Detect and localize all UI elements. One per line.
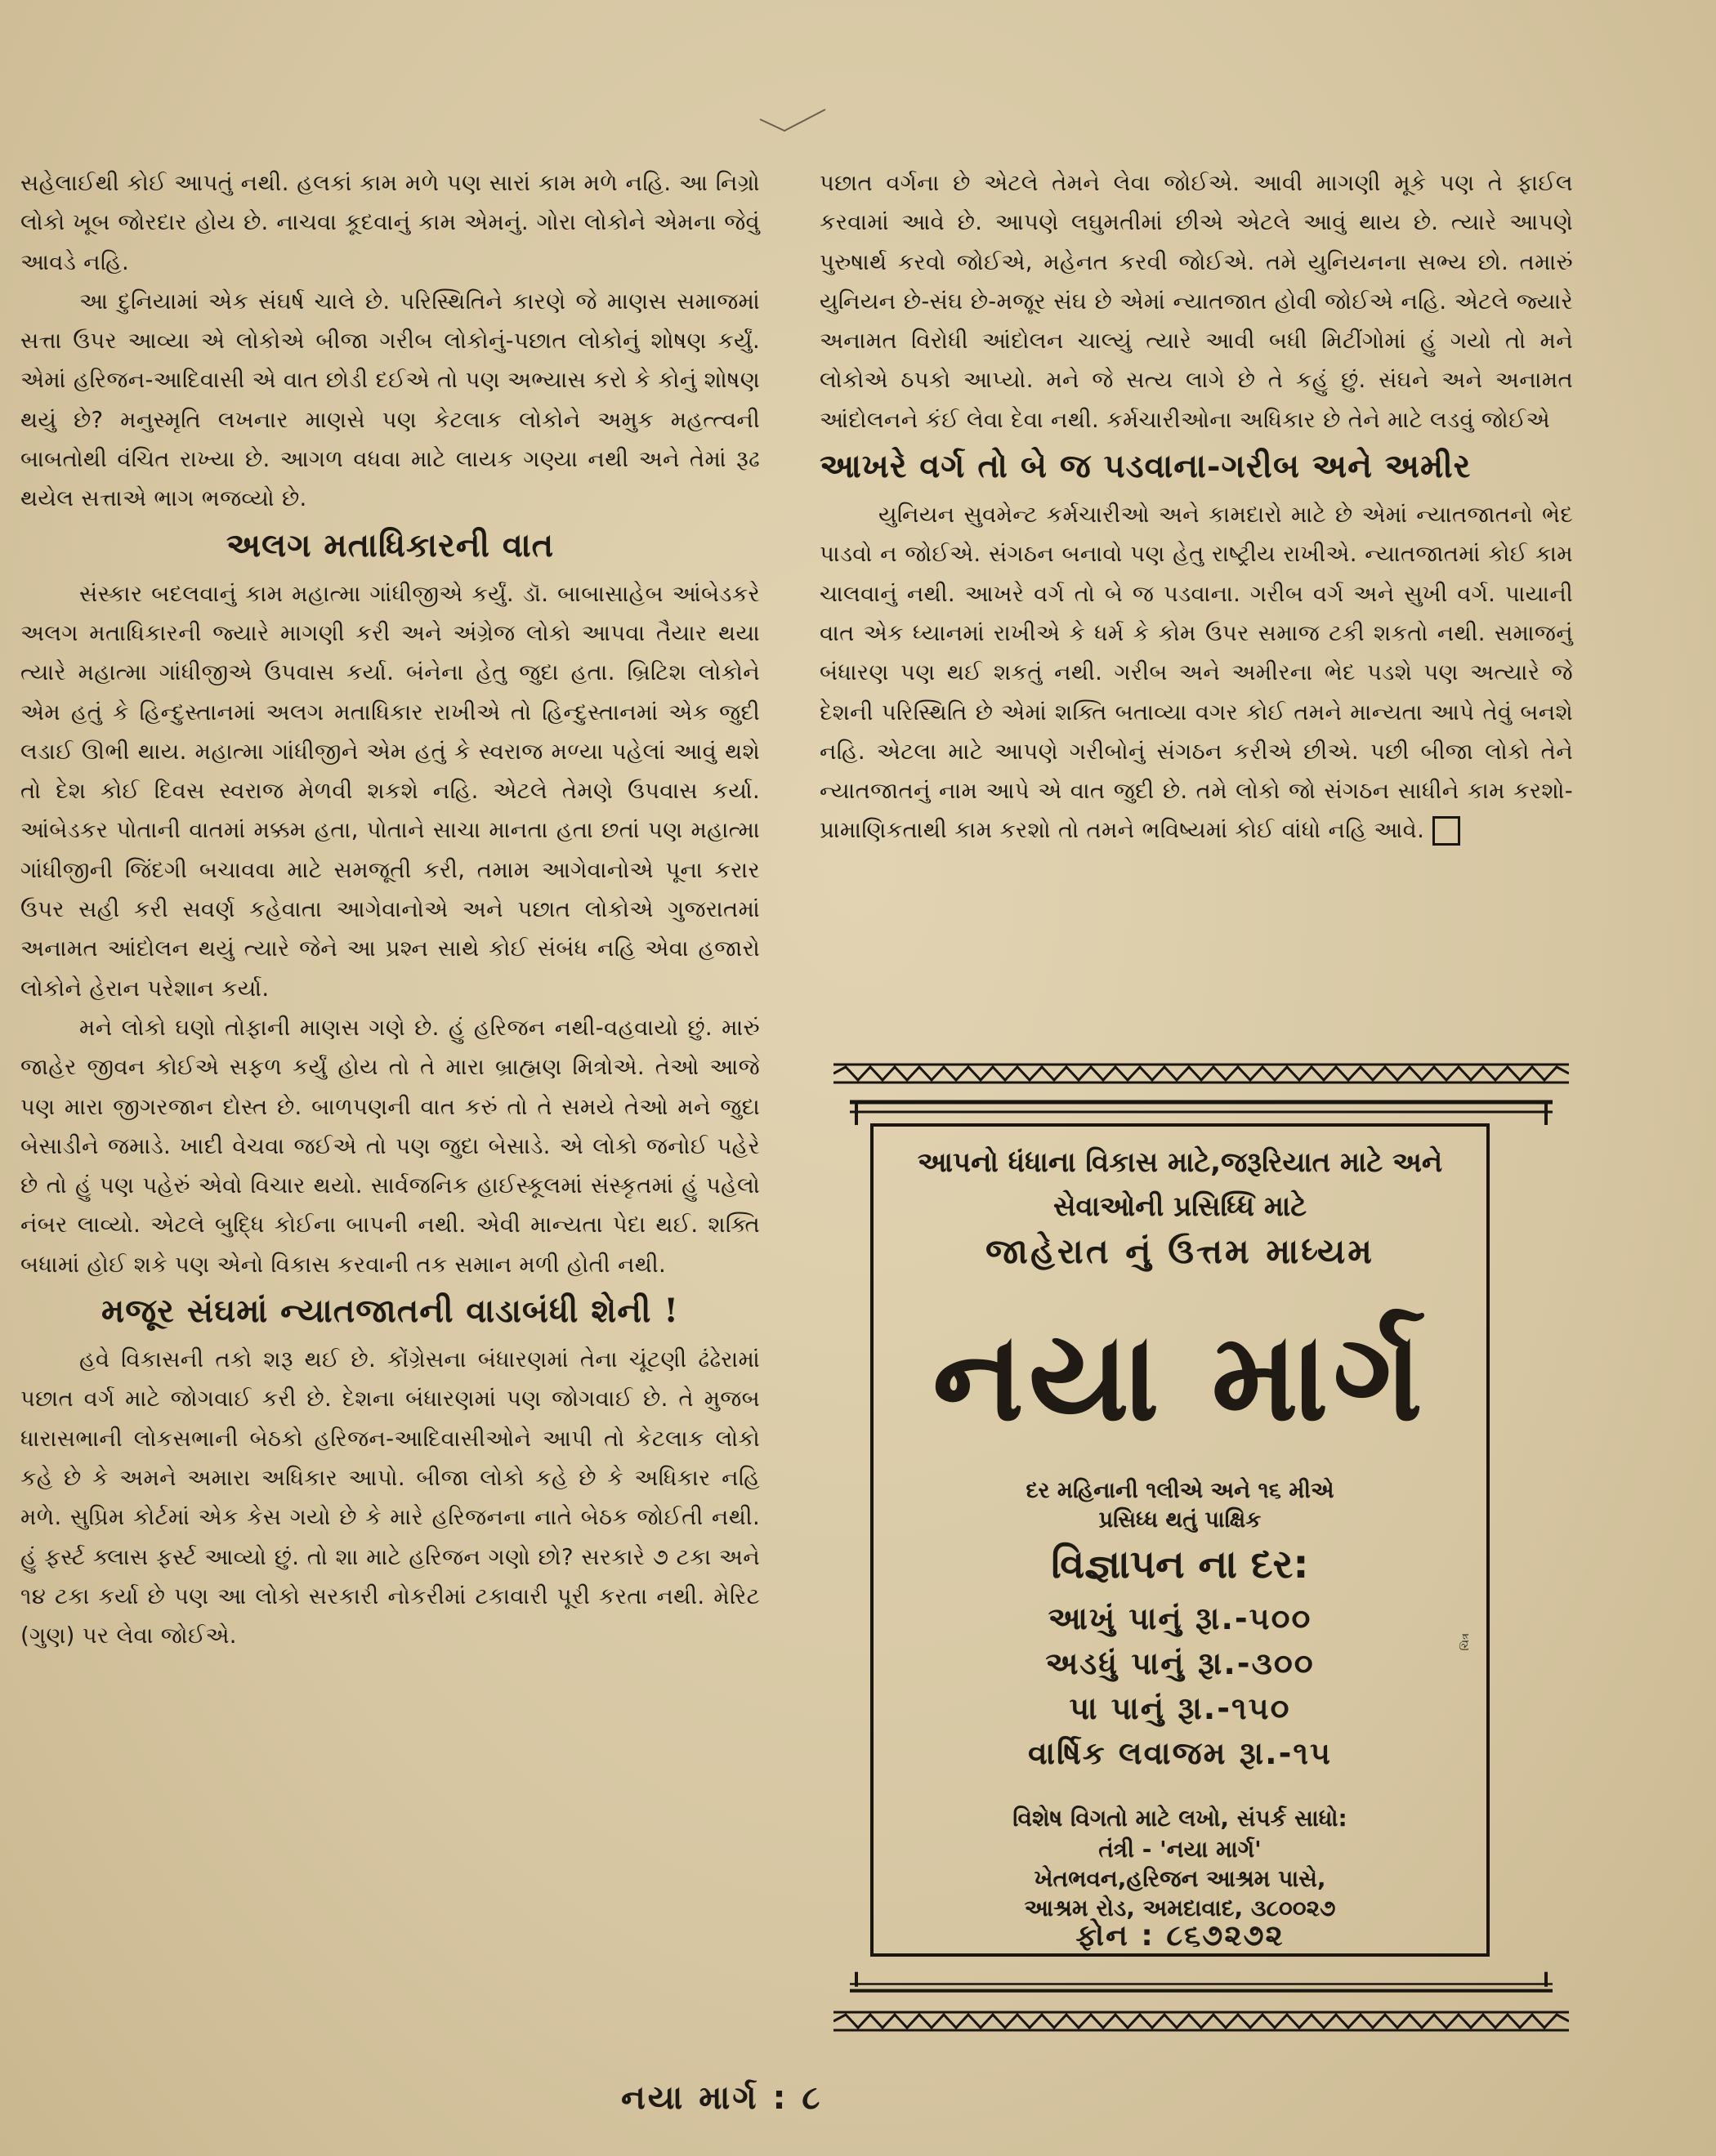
zigzag-border-top	[833, 1062, 1569, 1085]
zigzag-border-bottom	[833, 2010, 1569, 2033]
ad-header-bar	[833, 1099, 1569, 1127]
ad-line-1: આપનો ધંધાના વિકાસ માટે,જરૂરિયાત માટે અને	[917, 1146, 1443, 1179]
ad-artist-mark: ચિત્ર	[1459, 1633, 1472, 1651]
right-paragraph-2-text: યુનિયન સુવમેન્ટ કર્મચારીઓ અને કામદારો માટે છે એમાં ન્યાતજાતનો ભેદ પાડવો ન જોઈએ. સંગઠન બનાવો પણ હેતુ રાષ્ટ્રીય રાખીએ. ન્યાતજાતમાં કોઈ કામ ચાલવાનું નથી. આખરે વર્ગ તો બે જ પડવાના. ગરીબ વર્ગ અને સુખી વર્ગ. પાયાની વાત એક ધ્યાનમાં રાખીએ કે ધર્મ કે કોમ ઉપર સમાજ ટકી શકતો નથી. સમાજનું બંધારણ પણ થઈ શકતું નથી. ગરીબ અને અમીરના ભેદ પડશે પણ અત્યારે જે દેશની પરિસ્થિતિ છે એમાં શક્તિ બતાવ્યા વગર કોઈ તમને માન્યતા આપે તેવું બનશે નહિ. એટલા માટે આપણે ગરીબોનું સંગઠન કરીએ છીએ. પછી બીજા લોકો તેને ન્યાતજાતનું નામ આપે એ વાત જુદી છે. તમે લોકો જો સંગઠન સાધીને કામ કરશો-પ્રામાણિકતાથી કામ કરશો તો તમને ભવિષ્યમાં કોઈ વાંધો નહિ આવે.	[820, 502, 1573, 844]
pencil-tick-mark	[756, 105, 829, 137]
left-paragraph-4: મને લોકો ઘણો તોફાની માણસ ગણે છે. હું હરિજન નથી-વહવાયો છું. મારું જાહેર જીવન કોઈએ સફળ કર્યું હોય તો તે મારા બ્રાહ્મણ મિત્રોએ. તેઓ આજે પણ મારા જીગરજાન દોસ્ત છે. બાળપણની વાત કરું તો તે સમયે તેઓ મને જુદા બેસાડીને જમાડે. ખાદી વેચવા જઈએ તો પણ જુદા બેસાડે. એ લોકો જનોઈ પહેરે છે તો હું પણ પહેરું એવો વિચાર થયો. સાર્વજનિક હાઈસ્કૂલમાં સંસ્કૃતમાં હું પહેલો નંબર લાવ્યો. એટલે બુદ્ધિ કોઈના બાપની નથી. એવી માન્યતા પેદા થઈ. શક્તિ બધામાં હોઈ શકે પણ એનો વિકાસ કરવાની તક સમાન મળી હોતી નથી.	[20, 1014, 760, 1278]
right-paragraph-2	[820, 495, 1573, 850]
ad-rate-full-page: આખું પાનું રૂા.-૫૦૦	[1048, 1600, 1312, 1636]
ad-phone: ફોન : ૮૬૭૨૭૨	[1075, 1919, 1285, 1953]
subheading-separate-electorate: અલગ મતાધિકારની વાત	[226, 525, 555, 565]
left-paragraph-3: સંસ્કાર બદલવાનું કામ મહાત્મા ગાંધીજીએ કર્યું. ડૉ. બાબાસાહેબ આંબેડકરે અલગ મતાધિકારની જ્યારે માગણી કરી અને અંગ્રેજ લોકો આપવા તૈયાર થયા ત્યારે મહાત્મા ગાંધીજીએ ઉપવાસ કર્યા. બંનેના હેતુ જુદા હતા. બ્રિટિશ લોકોને એમ હતું કે હિન્દુસ્તાનમાં અલગ મતાધિકાર રાખીએ તો હિન્દુસ્તાનમાં એક જુદી લડાઈ ઊભી થાય. મહાત્મા ગાંધીજીને એમ હતું કે સ્વરાજ મળ્યા પહેલાં આવું થશે તો દેશ કોઈ દિવસ સ્વરાજ મેળવી શકશે નહિ. એટલે તેમણે ઉપવાસ કર્યા. આંબેડકર પોતાની વાતમાં મક્કમ હતા, પોતાને સાચા માનતા હતા છતાં પણ મહાત્મા ગાંધીજીની જિંદગી બચાવવા માટે સમજૂતી કરી, તમામ આગેવાનોએ પૂના કરાર ઉપર સહી કરી સવર્ણ કહેવાતા આગેવાનોએ અને પછાત લોકોએ ગુજરાતમાં અનામત આંદોલન થયું ત્યારે જેને આ પ્રશ્ન સાથે કોઈ સંબંધ નહિ એવા હજારો લોકોને હેરાન પરેશાન કર્યા.	[20, 580, 760, 1002]
ad-rates-title: વિજ્ઞાપન ના દર:	[1051, 1542, 1309, 1587]
advertisement-block	[833, 1062, 1569, 2038]
ad-contact-1: વિશેષ વિગતો માટે લખો, સંપર્ક સાધો:	[1012, 1805, 1347, 1832]
ad-masthead: નયા માર્ગ	[932, 1306, 1428, 1448]
ad-contact-address-1: ખેતભવન,હરિજન આશ્રમ પાસે,	[1034, 1865, 1326, 1892]
left-paragraph-1: સહેલાઈથી કોઈ આપતું નથી. હલકાં કામ મળે પણ સારાં કામ મળે નહિ. આ નિગ્રો લોકો ખૂબ જોરદાર હોય છે. નાચવા કૂદવાનું કામ એમનું. ગોરા લોકોને એમના જેવું આવડે નહિ.	[20, 170, 760, 275]
ad-rate-quarter-page: પા પાનું રૂા.-૧૫૦	[1069, 1690, 1291, 1726]
advertisement-frame	[870, 1123, 1490, 1957]
ad-medium-heading: જાહેરાત નું ઉત્તમ માધ્યમ	[985, 1231, 1374, 1271]
subheading-two-classes: આખરે વર્ગ તો બે જ પડવાના-ગરીબ અને અમીર	[820, 447, 1472, 486]
ad-frequency-2: પ્રસિધ્ધ થતું પાક્ષિક	[1098, 1507, 1262, 1533]
subheading-labour-union-caste: મજૂર સંઘમાં ન્યાતજાતની વાડાબંધી શેની !	[101, 1292, 679, 1331]
ad-footer-bar	[833, 1971, 1569, 1993]
right-paragraph-1: પછાત વર્ગના છે એટલે તેમને લેવા જોઈએ. આવી માગણી મૂકે પણ તે ફાઈલ કરવામાં આવે છે. આપણે લઘુમતીમાં છીએ એટલે આવું થાય છે. ત્યારે આપણે પુરુષાર્થ કરવો જોઈએ, મહેનત કરવી જોઈએ. તમે યુનિયનના સભ્ય છો. તમારું યુનિયન છે-સંઘ છે-મજૂર સંઘ છે એમાં ન્યાતજાત હોવી જોઈએ નહિ. એટલે જ્યારે અનામત વિરોધી આંદોલન ચાલ્યું ત્યારે આવી બધી મિટીંગોમાં હું ગયો તો મને લોકોએ ઠપકો આપ્યો. મને જે સત્ય લાગે છે તે કહું છું. સંઘને અને અનામત આંદોલનને કંઈ લેવા દેવા નથી. કર્મચારીઓના અધિકાર છે તેને માટે લડવું જોઈએ	[820, 170, 1573, 433]
page-footer: નયા માર્ગ : ૮	[621, 2079, 823, 2117]
left-paragraph-2: આ દુનિયામાં એક સંઘર્ષ ચાલે છે. પરિસ્થિતિને કારણે જે માણસ સમાજમાં સત્તા ઉપર આવ્યા એ લોકોએ બીજા ગરીબ લોકોનું-પછાત લોકોનું શોષણ કર્યું. એમાં હરિજન-આદિવાસી એ વાત છોડી દઈએ તો પણ અભ્યાસ કરો કે કોનું શોષણ થયું છે? મનુસ્મૃતિ લખનાર માણસે પણ કેટલાક લોકોને અમુક મહત્ત્વની બાબતોથી વંચિત રાખ્યા છે. આગળ વધવા માટે લાયક ગણ્યા નથી અને તેમાં રૂઢ થયેલ સત્તાએ ભાગ ભજવ્યો છે.	[20, 288, 760, 512]
end-of-article-box-icon	[1432, 816, 1460, 846]
left-paragraph-5: હવે વિકાસની તકો શરૂ થઈ છે. કોંગ્રેસના બંધારણમાં તેના ચૂંટણી ઢંઢેરામાં પછાત વર્ગ માટે જોગવાઈ કરી છે. દેશના બંધારણમાં પણ જોગવાઈ છે. તે મુજબ ધારાસભાની લોકસભાની બેઠકો હરિજન-આદિવાસીઓને આપી તો કેટલાક લોકો કહે છે કે અમને અમારા અધિકાર આપો. બીજા લોકો કહે છે કે અધિકાર નહિ મળે. સુપ્રિમ કોર્ટમાં એક કેસ ગયો છે કે મારે હરિજનના નાતે બેઠક જોઈતી નથી. હું ફર્સ્ટ ક્લાસ ફર્સ્ટ આવ્યો છું. તો શા માટે હરિજન ગણો છો? સરકારે ૭ ટકા અને ૧૪ ટકા કર્યા છે પણ આ લોકો સરકારી નોકરીમાં ટકાવારી પૂરી કરતા નથી. મેરિટ (ગુણ) પર લેવા જોઈએ.	[20, 1346, 760, 1649]
right-column	[820, 163, 1573, 850]
ad-rate-annual-subscription: વાર્ષિક લવાજમ રૂા.-૧૫	[1028, 1735, 1332, 1771]
ad-rate-half-page: અડધું પાનું રૂા.-૩૦૦	[1045, 1645, 1315, 1681]
ad-line-2: સેવાઓની પ્રસિધ્ધિ માટે	[1053, 1190, 1307, 1223]
ad-contact-editor: તંત્રી - 'નયા માર્ગ'	[1098, 1836, 1262, 1863]
ad-frequency-1: દર મહિનાની ૧લીએ અને ૧૬ મીએ	[1026, 1478, 1334, 1503]
ad-contact-address-2: આશ્રમ રોડ, અમદાવાદ, ૩૮૦૦૨૭	[1024, 1895, 1336, 1922]
left-column	[20, 163, 760, 1655]
